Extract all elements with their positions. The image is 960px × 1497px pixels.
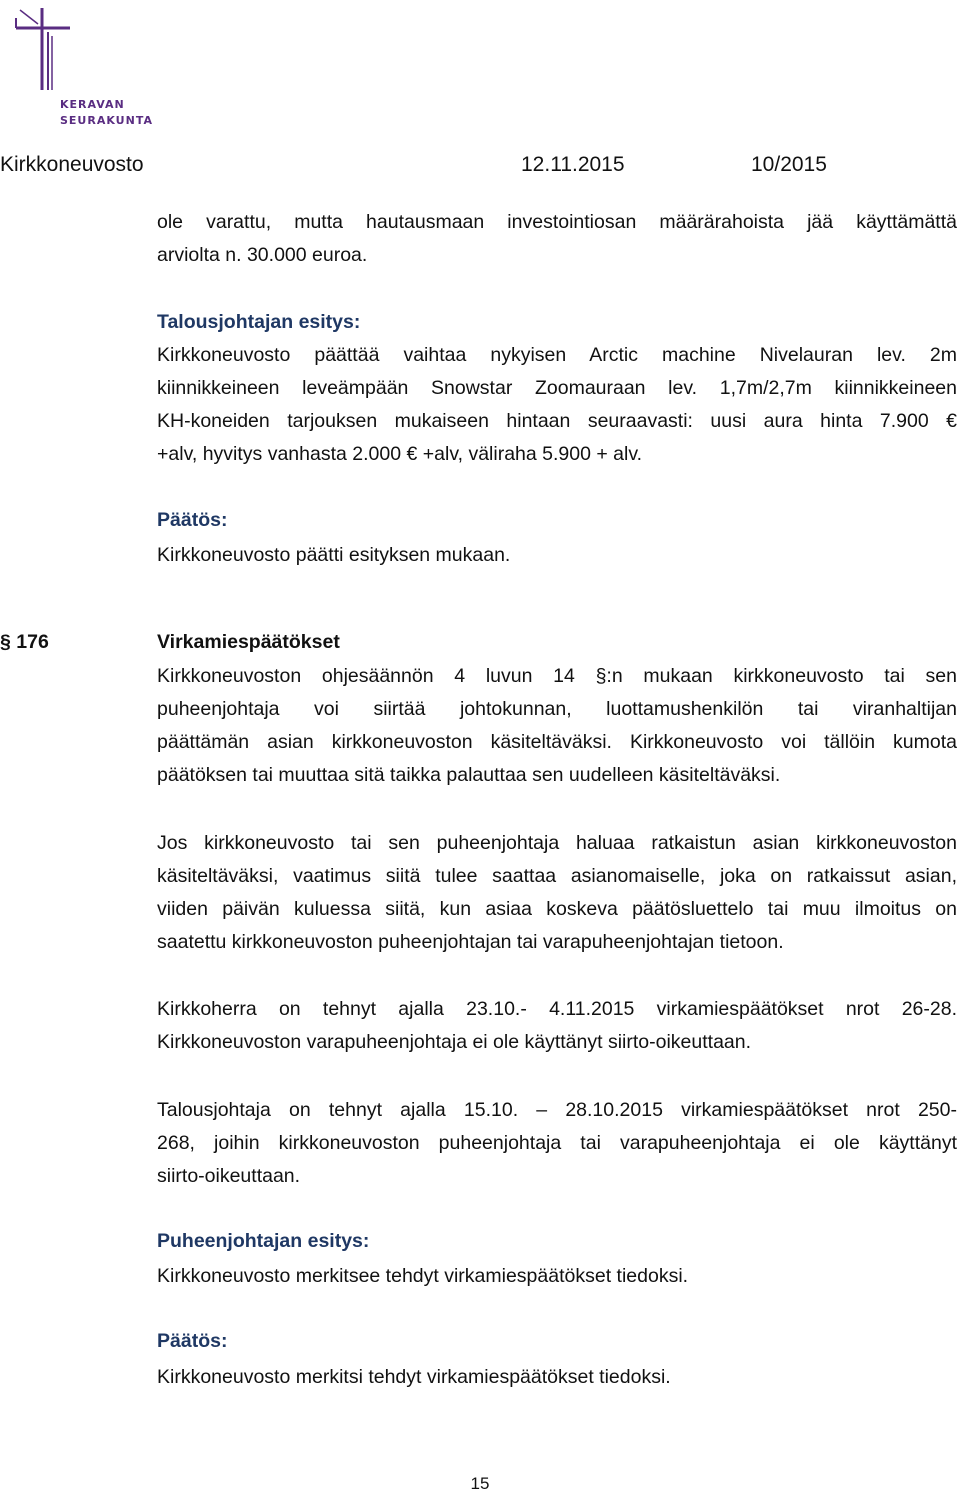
- header-date: 12.11.2015: [521, 153, 625, 176]
- para3-line-2: Kirkkoneuvoston varapuheenjohtaja ei ole käyttänyt siirto-oikeuttaan.: [157, 1031, 752, 1053]
- final-decision-text: [157, 1361, 957, 1394]
- proposal-line-4: +alv, hyvitys vanhasta 2.000 € +alv, väliraha 5.900 + alv.: [157, 443, 643, 465]
- decision-text: [157, 539, 957, 572]
- para4-line-2: 268, joihin kirkkoneuvoston puheenjohtaja tai varapuheenjohtaja ei ole käyttänyt: [157, 1132, 957, 1154]
- proposal-text: [157, 339, 957, 471]
- para2-line-2: käsiteltäväksi, vaatimus siitä tulee saattaa asianomaiselle, joka on ratkaissut asian,: [157, 865, 957, 887]
- para4-line-3: siirto-oikeuttaan.: [157, 1165, 301, 1187]
- parish-logo: [8, 4, 153, 134]
- para2-line-4: saatettu kirkkoneuvoston puheenjohtajan tai varapuheenjohtajan tietoon.: [157, 931, 784, 953]
- section-title: Virkamiespäätökset: [157, 631, 340, 653]
- para1-line-2: puheenjohtaja voi siirtää johtokunnan, luottamushenkilön tai viranhaltijan: [157, 698, 957, 720]
- intro-line-2: arviolta n. 30.000 euroa.: [157, 244, 368, 266]
- section-paragraph-2: [157, 827, 957, 959]
- para1-line-1: Kirkkoneuvoston ohjesäännön 4 luvun 14 §:n mukaan kirkkoneuvosto tai sen: [157, 665, 957, 687]
- para2-line-3: viiden päivän kuluessa siitä, kun asiaa koskeva päätösluettelo tai muu ilmoitus on: [157, 898, 957, 920]
- chair-proposal-line: Kirkkoneuvosto merkitsee tehdyt virkamiespäätökset tiedoksi.: [157, 1265, 689, 1287]
- cross-logo-icon: [8, 4, 148, 94]
- para4-line-1: Talousjohtaja on tehnyt ajalla 15.10. – 28.10.2015 virkamiespäätökset nrot 250-: [157, 1099, 957, 1121]
- page-number: 15: [470, 1474, 490, 1493]
- chair-proposal-text: [157, 1260, 957, 1293]
- header-body: Kirkkoneuvosto: [0, 153, 144, 176]
- section-number: § 176: [0, 631, 49, 653]
- para1-line-4: päätöksen tai muuttaa sitä taikka palauttaa sen uudelleen käsiteltäväksi.: [157, 764, 781, 786]
- logo-text-line2: SEURAKUNTA: [60, 114, 153, 127]
- proposal-line-1: Kirkkoneuvosto päättää vaihtaa nykyisen Arctic machine Nivelauran lev. 2m: [157, 344, 957, 366]
- para3-line-1: Kirkkoherra on tehnyt ajalla 23.10.- 4.11.2015 virkamiespäätökset nrot 26-28.: [157, 998, 957, 1020]
- proposal-line-3: KH-koneiden tarjouksen mukaiseen hintaan seuraavasti: uusi aura hinta 7.900 €: [157, 410, 957, 432]
- proposal-line-2: kiinnikkeineen leveämpään Snowstar Zoomauraan lev. 1,7m/2,7m kiinnikkeineen: [157, 377, 957, 399]
- para2-line-1: Jos kirkkoneuvosto tai sen puheenjohtaja haluaa ratkaistun asian kirkkoneuvoston: [157, 832, 957, 854]
- decision-line: Kirkkoneuvosto päätti esityksen mukaan.: [157, 544, 511, 566]
- intro-line-1: ole varattu, mutta hautausmaan investointiosan määrärahoista jää käyttämättä: [157, 211, 957, 233]
- proposal-label: Talousjohtajan esitys:: [157, 311, 361, 333]
- intro-paragraph: [157, 206, 957, 272]
- final-decision-label: Päätös:: [157, 1330, 228, 1352]
- decision-label: Päätös:: [157, 509, 228, 531]
- final-decision-line: Kirkkoneuvosto merkitsi tehdyt virkamiespäätökset tiedoksi.: [157, 1366, 671, 1388]
- header-number: 10/2015: [751, 153, 827, 176]
- section-paragraph-3: [157, 993, 957, 1059]
- chair-proposal-label: Puheenjohtajan esitys:: [157, 1230, 370, 1252]
- logo-text-line1: KERAVAN: [60, 98, 125, 111]
- para1-line-3: päättämän asian kirkkoneuvoston käsiteltäväksi. Kirkkoneuvosto voi tällöin kumota: [157, 731, 957, 753]
- section-paragraph-4: [157, 1094, 957, 1193]
- section-paragraph-1: [157, 660, 957, 792]
